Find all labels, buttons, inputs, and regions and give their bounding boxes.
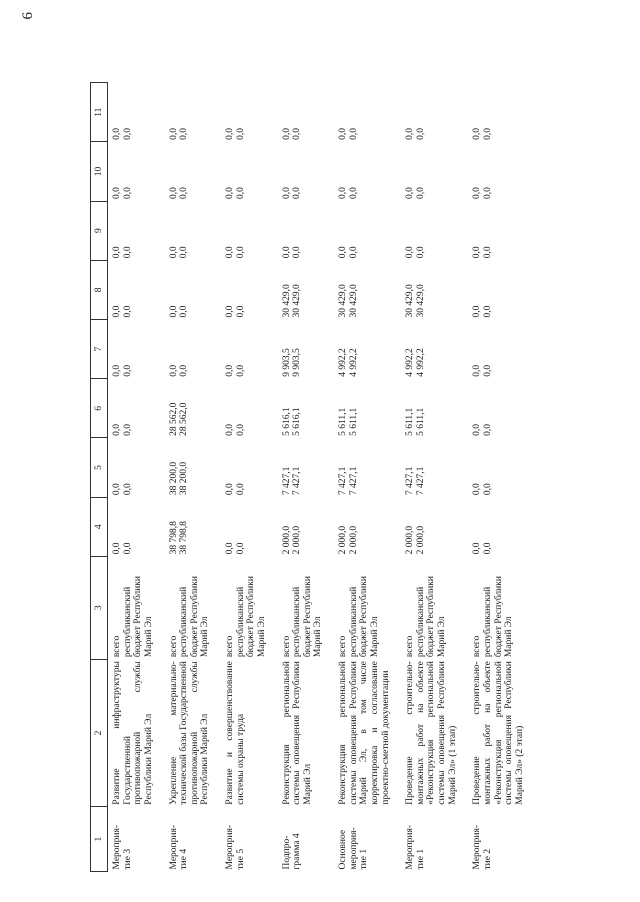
value-cell: 0,0 0,0 bbox=[168, 305, 190, 318]
row-name: Реконструкция региональной системы оповещения Республики Марий Эл bbox=[281, 661, 313, 805]
column-header-11: 11 bbox=[91, 83, 108, 142]
value-cell: 0,0 0,0 bbox=[112, 246, 133, 259]
value-cell: 0,0 0,0 bbox=[472, 542, 493, 555]
table-row bbox=[468, 83, 535, 872]
row-kind: Мероприя- тие 3 bbox=[112, 825, 133, 870]
value-cell: 0,0 0,0 bbox=[112, 424, 133, 436]
table-row bbox=[278, 83, 335, 872]
row-source: всего республиканский бюджет Республики Марий Эл bbox=[168, 576, 211, 658]
column-header-6: 6 bbox=[91, 379, 108, 438]
value-cell: 0,0 0,0 bbox=[112, 127, 133, 140]
column-header-9: 9 bbox=[91, 201, 108, 260]
value-cell: 0,0 0,0 bbox=[472, 127, 493, 140]
column-header-10: 10 bbox=[91, 142, 108, 201]
value-cell: 0,0 0,0 bbox=[112, 483, 133, 496]
value-cell: 0,0 0,0 bbox=[338, 246, 359, 259]
table-body bbox=[108, 83, 536, 872]
value-cell: 0,0 0,0 bbox=[225, 364, 246, 377]
value-cell: 0,0 0,0 bbox=[112, 542, 133, 555]
value-cell: 2 000,0 2 000,0 bbox=[338, 525, 359, 555]
row-name: Развитие инфраструктуры Государственной противопожарной службы Республики Марий Эл bbox=[112, 661, 154, 805]
row-name: Проведение строительно-монтажных работ на объекте «Реконструкция региональной системы оповещения Республики Марий Эл» (2 этап) bbox=[472, 661, 525, 805]
value-cell: 2 000,0 2 000,0 bbox=[281, 525, 303, 555]
column-header-2: 2 bbox=[91, 659, 108, 807]
row-kind: Мероприя- тие 4 bbox=[168, 825, 190, 870]
value-cell: 0,0 0,0 bbox=[112, 305, 133, 318]
budget-table bbox=[90, 82, 535, 872]
row-kind: Мероприя- тие 5 bbox=[225, 825, 246, 870]
value-cell: 30 429,0 30 429,0 bbox=[281, 284, 303, 318]
value-cell: 0,0 0,0 bbox=[405, 187, 426, 200]
value-cell: 0,0 0,0 bbox=[472, 246, 493, 259]
value-cell: 7 427,1 7 427,1 bbox=[338, 466, 359, 496]
value-cell: 0,0 0,0 bbox=[405, 246, 426, 259]
table-row bbox=[401, 83, 468, 872]
value-cell: 0,0 0,0 bbox=[168, 364, 190, 377]
value-cell: 0,0 0,0 bbox=[225, 187, 246, 200]
value-cell: 0,0 0,0 bbox=[472, 483, 493, 496]
value-cell: 0,0 0,0 bbox=[338, 127, 359, 140]
value-cell: 0,0 0,0 bbox=[225, 246, 246, 259]
value-cell: 0,0 0,0 bbox=[168, 246, 190, 259]
value-cell: 0,0 0,0 bbox=[472, 424, 493, 436]
table-row bbox=[165, 83, 222, 872]
row-source: всего республиканский бюджет Республики Марий Эл bbox=[405, 576, 447, 658]
table-row bbox=[334, 83, 401, 872]
value-cell: 0,0 0,0 bbox=[225, 127, 246, 140]
value-cell: 0,0 0,0 bbox=[281, 187, 303, 200]
row-source: всего республиканский бюджет Республики Марий Эл bbox=[338, 576, 380, 658]
value-cell: 7 427,1 7 427,1 bbox=[281, 466, 303, 496]
value-cell: 2 000,0 2 000,0 bbox=[405, 525, 426, 555]
value-cell: 0,0 0,0 bbox=[472, 305, 493, 318]
value-cell: 38 200,0 38 200,0 bbox=[168, 461, 190, 496]
value-cell: 0,0 0,0 bbox=[225, 424, 246, 436]
value-cell: 5 611,1 5 611,1 bbox=[405, 407, 426, 436]
value-cell: 5 611,1 5 611,1 bbox=[338, 407, 359, 436]
value-cell: 0,0 0,0 bbox=[472, 364, 493, 377]
value-cell: 9 903,5 9 903,5 bbox=[281, 348, 303, 377]
column-header-5: 5 bbox=[91, 438, 108, 497]
value-cell: 38 798,8 38 798,8 bbox=[168, 521, 190, 555]
page-number: 6 bbox=[20, 12, 36, 20]
value-cell: 0,0 0,0 bbox=[168, 187, 190, 200]
value-cell: 0,0 0,0 bbox=[112, 364, 133, 377]
column-header-7: 7 bbox=[91, 319, 108, 378]
row-source: всего республиканский бюджет Республики Марий Эл bbox=[281, 576, 324, 658]
value-cell: 0,0 0,0 bbox=[225, 305, 246, 318]
value-cell: 28 562,0 28 562,0 bbox=[168, 402, 190, 436]
row-source: всего республиканский бюджет Республики Марий Эл bbox=[472, 576, 515, 658]
column-header-3: 3 bbox=[91, 556, 108, 659]
value-cell: 0,0 0,0 bbox=[225, 542, 246, 555]
value-cell: 0,0 0,0 bbox=[281, 127, 303, 140]
value-cell: 0,0 0,0 bbox=[112, 187, 133, 200]
value-cell: 0,0 0,0 bbox=[405, 127, 426, 140]
value-cell: 5 616,1 5 616,1 bbox=[281, 407, 303, 436]
row-kind: Основное мероприя- тие 1 bbox=[338, 827, 370, 870]
value-cell: 4 992,2 4 992,2 bbox=[338, 348, 359, 377]
row-source: всего республиканский бюджет Республики Марий Эл bbox=[112, 576, 154, 658]
value-cell: 0,0 0,0 bbox=[338, 187, 359, 200]
table-row bbox=[108, 83, 165, 872]
header-row bbox=[91, 83, 108, 872]
row-name: Проведение строительно-монтажных работ на объекте «Реконструкция региональной системы оповещения Республики Марий Эл» (1 этап) bbox=[405, 661, 458, 805]
value-cell: 30 429,0 30 429,0 bbox=[338, 284, 359, 318]
row-kind: Мероприя- тие 1 bbox=[405, 825, 426, 870]
value-cell: 7 427,1 7 427,1 bbox=[405, 466, 426, 496]
row-name: Реконструкция региональной системы оповещения Республики Марий Эл, в том числе корректировка и согласование проектно-сметной документации bbox=[338, 661, 391, 805]
value-cell: 30 429,0 30 429,0 bbox=[405, 284, 426, 318]
value-cell: 0,0 0,0 bbox=[281, 246, 303, 259]
row-name: Укрепление материально-технической базы Государственной противопожарной службы Республики Марий Эл bbox=[168, 661, 211, 805]
column-header-4: 4 bbox=[91, 497, 108, 556]
column-header-8: 8 bbox=[91, 260, 108, 319]
row-name: Развитие и совершенствование системы охраны труда bbox=[225, 661, 246, 805]
table-row bbox=[221, 83, 278, 872]
value-cell: 4 992,2 4 992,2 bbox=[405, 348, 426, 377]
value-cell: 0,0 0,0 bbox=[225, 483, 246, 496]
row-kind: Подпро- грамма 4 bbox=[281, 833, 303, 870]
column-header-1: 1 bbox=[91, 807, 108, 872]
row-kind: Мероприя- тие 2 bbox=[472, 825, 493, 870]
value-cell: 0,0 0,0 bbox=[472, 187, 493, 200]
value-cell: 0,0 0,0 bbox=[168, 127, 190, 140]
row-source: всего республиканский бюджет Республики Марий Эл bbox=[225, 576, 267, 658]
